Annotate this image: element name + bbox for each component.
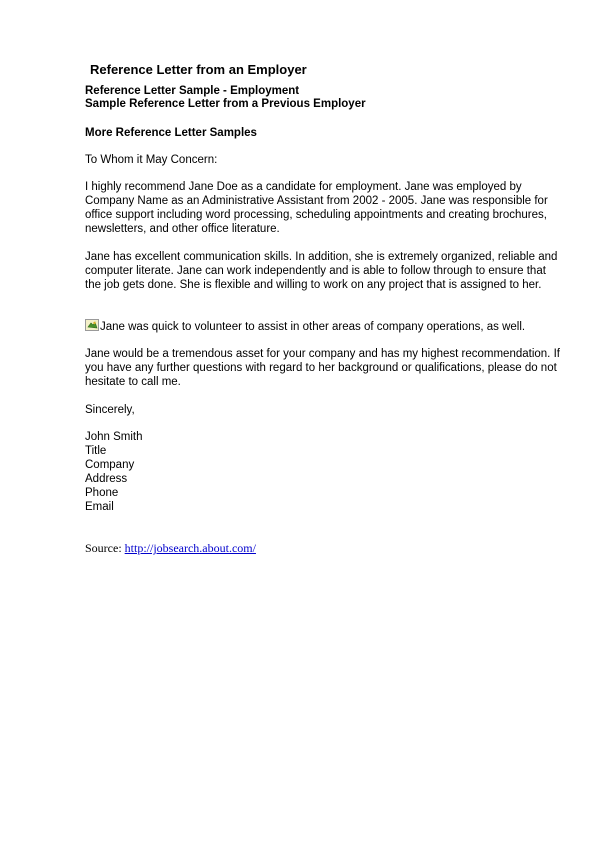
signature-company: Company [85, 459, 135, 471]
paragraph-volunteer [85, 319, 560, 334]
subheading-more-samples: More Reference Letter Samples [85, 127, 257, 139]
paragraph-skills: Jane has excellent communication skills. In addition, she is extremely organized, reliable and computer literate. Jane can work independently and is able to follow through to ensure that the job gets done. She is flexible and willing to work on any project that is assigned to her. [85, 251, 558, 291]
paragraph-volunteer-text: Jane was quick to volunteer to assist in other areas of company operations, as well. [100, 321, 526, 333]
source-link[interactable]: http://jobsearch.about.com/ [124, 541, 256, 555]
paragraph-recommendation: Jane would be a tremendous asset for your company and has my highest recommendation. If you have any further questions with regard to her background or qualifications, please do not hesitate to call me. [85, 348, 560, 388]
signature-phone: Phone [85, 487, 119, 499]
paragraph-employment-history: I highly recommend Jane Doe as a candidate for employment. Jane was employed by Company Name as an Administrative Assistant from 2002 - 2005. Jane was responsible for office support including word processing, scheduling appointments and creating brochures, newsletters, and other office literature. [85, 181, 548, 235]
letter-greeting: To Whom it May Concern: [85, 154, 218, 166]
subheading-previous-employer: Sample Reference Letter from a Previous Employer [85, 98, 366, 110]
letter-closing: Sincerely, [85, 404, 135, 416]
document-title: Reference Letter from an Employer [90, 62, 307, 77]
source-label: Source: [85, 541, 122, 555]
image-placeholder-icon [85, 319, 99, 331]
signature-block [85, 430, 560, 514]
signature-name: John Smith [85, 431, 143, 443]
signature-title: Title [85, 445, 107, 457]
signature-address: Address [85, 473, 128, 485]
subheading-employment: Reference Letter Sample - Employment [85, 85, 300, 97]
signature-email: Email [85, 501, 114, 513]
source-line [85, 541, 256, 556]
